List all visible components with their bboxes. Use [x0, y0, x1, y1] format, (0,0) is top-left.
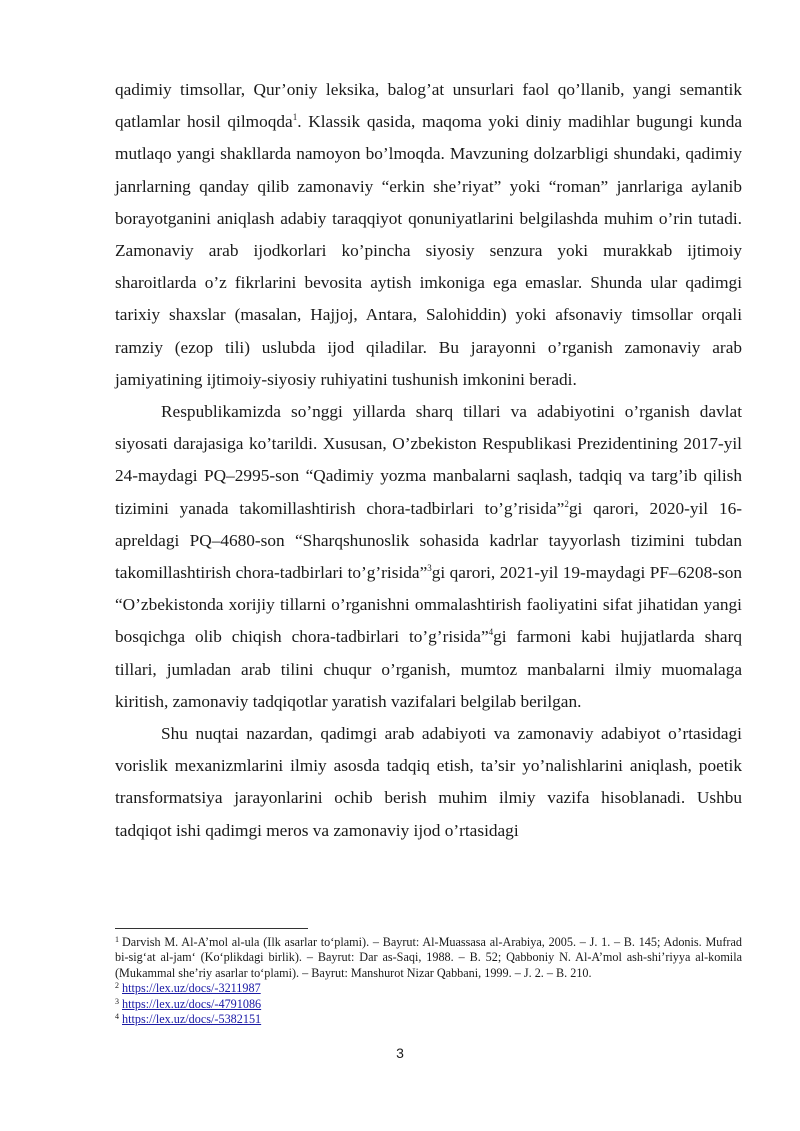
paragraph-2-text-b: gi qarori, 2020-yil 16-apreldagi PQ–4680-son “Sharqshunoslik sohasida kadrlar tayyorlash tizimini tubdan takomillashtirish chora-tadbirlari to’g’risida” [115, 498, 742, 583]
page-number: 3 [396, 1045, 404, 1061]
footnote-ref-2[interactable]: 2 [564, 498, 569, 509]
paragraph-2-text-d: gi farmoni kabi hujjatlarda sharq tillari, jumladan arab tilini chuqur o’rganish, mumtoz manbalarni ilmiy muomalaga kiritish, zamonaviy tadqiqotlar yaratish vazifalari belgilab berilgan. [115, 627, 742, 711]
paragraph-3: Shu nuqtai nazardan, qadimgi arab adabiyoti va zamonaviy adabiyot o’rtasidagi vorislik mexanizmlarini ilmiy asosda tadqiq etish, ta’sir yo’nalishlarini aniqlash, poetik transformatsiya jarayonlarini ochib berish muhim ilmiy vazifa hisoblanadi. Ushbu tadqiqot ishi qadimgi meros va zamonaviy ijod o’rtasidagi [115, 724, 742, 840]
footnote-1 [115, 935, 742, 981]
footnote-text: Darvish M. Al-A’mol al-ula (Ilk asarlar to‘plami). – Bayrut: Al-Muassasa al-Arabiya, 2005. – J. 1. – B. 145; Adonis. Mufrad bi-sig‘at al-jam‘ (Ko‘plikdagi birlik). – Bayrut: Dar as-Saqi, 1988. – B. 52; Qabboniy N. Al-A’mol ash-shi’riyya al-komila (Mukammal she’riy asarlar to‘plami). – Bayrut: Manshurot Nizar Qabbani, 1999. – J. 2. – B. 210. [115, 935, 742, 980]
footnote-number: 4 [115, 1012, 119, 1022]
paragraph-1-text-a: qadimiy timsollar, Qur’oniy leksika, balog’at unsurlari faol qo’llanib, yangi semantik qatlamlar hosil qilmoqda [115, 80, 742, 132]
paragraph-1-text-b: . Klassik qasida, maqoma yoki diniy madihlar bugungi kunda mutlaqo yangi shakllarda namoyon bo’lmoqda. Mavzuning dolzarbligi shundaki, qadimiy janrlarning qanday qilib zamonaviy “erkin she’riyat” yoki “roman” janrlariga aylanib borayotganini aniqlash adabiy taraqqiyot qonuniyatlarini belgilashda muhim o’rin tutadi. Zamonaviy arab ijodkorlari ko’pincha siyosiy senzura yoki murakkab ijtimoiy sharoitlarda o’z fikrlarini bevosita aytish imkoniga ega emaslar. Shunda ular qadimgi tarixiy shaxslar (masalan, Hajjoj, Antara, Salohiddin) yoki afsonaviy timsollar orqali ramziy (ezop tili) uslubda ijod qiladilar. Bu jarayonni o’rganish zamonaviy arab jamiyatining ijtimoiy-siyosiy ruhiyatini tushunish imkonini beradi. [115, 112, 743, 389]
footnote-separator [115, 928, 308, 929]
main-text [115, 74, 742, 847]
paragraph-2 [115, 396, 742, 718]
footnote-ref-1[interactable]: 1 [292, 112, 298, 123]
footnote-link[interactable]: https://lex.uz/docs/-3211987 [122, 981, 261, 996]
footnote-number: 1 [115, 935, 119, 944]
footnote-link[interactable]: https://lex.uz/docs/-4791086 [122, 996, 262, 1011]
footnote-link[interactable]: https://lex.uz/docs/-5382151 [122, 1012, 262, 1027]
paragraph-1 [115, 74, 742, 396]
footnote-number: 2 [115, 981, 119, 991]
footnotes [115, 935, 742, 1027]
footnote-2 [115, 981, 742, 996]
footnote-number: 3 [115, 996, 119, 1006]
paragraph-2-text-a: Respublikamizda so’nggi yillarda sharq tillari va adabiyotini o’rganish davlat siyosati darajasiga ko’tarildi. Xususan, O’zbekiston Respublikasi Prezidentining 2017-yil 24-maydagi PQ–2995-son “Qadimiy yozma manbalarni saqlash, tadqiq va targ’ib qilish tizimini yanada takomillashtirish chora-tadbirlari to’g’risida” [115, 402, 742, 518]
footnote-3 [115, 997, 742, 1012]
paragraph-2-text-c: gi qarori, 2021-yil 19-maydagi PF–6208-son “O’zbekistonda xorijiy tillarni o’rganishni ommalashtirish faoliyatini sifat jihatidan yangi bosqichga olib chiqish chora-tadbirlari to’g’risida” [115, 563, 742, 647]
footnote-ref-4[interactable]: 4 [488, 627, 494, 638]
footnote-4 [115, 1012, 742, 1027]
footnote-ref-3[interactable]: 3 [427, 563, 432, 574]
